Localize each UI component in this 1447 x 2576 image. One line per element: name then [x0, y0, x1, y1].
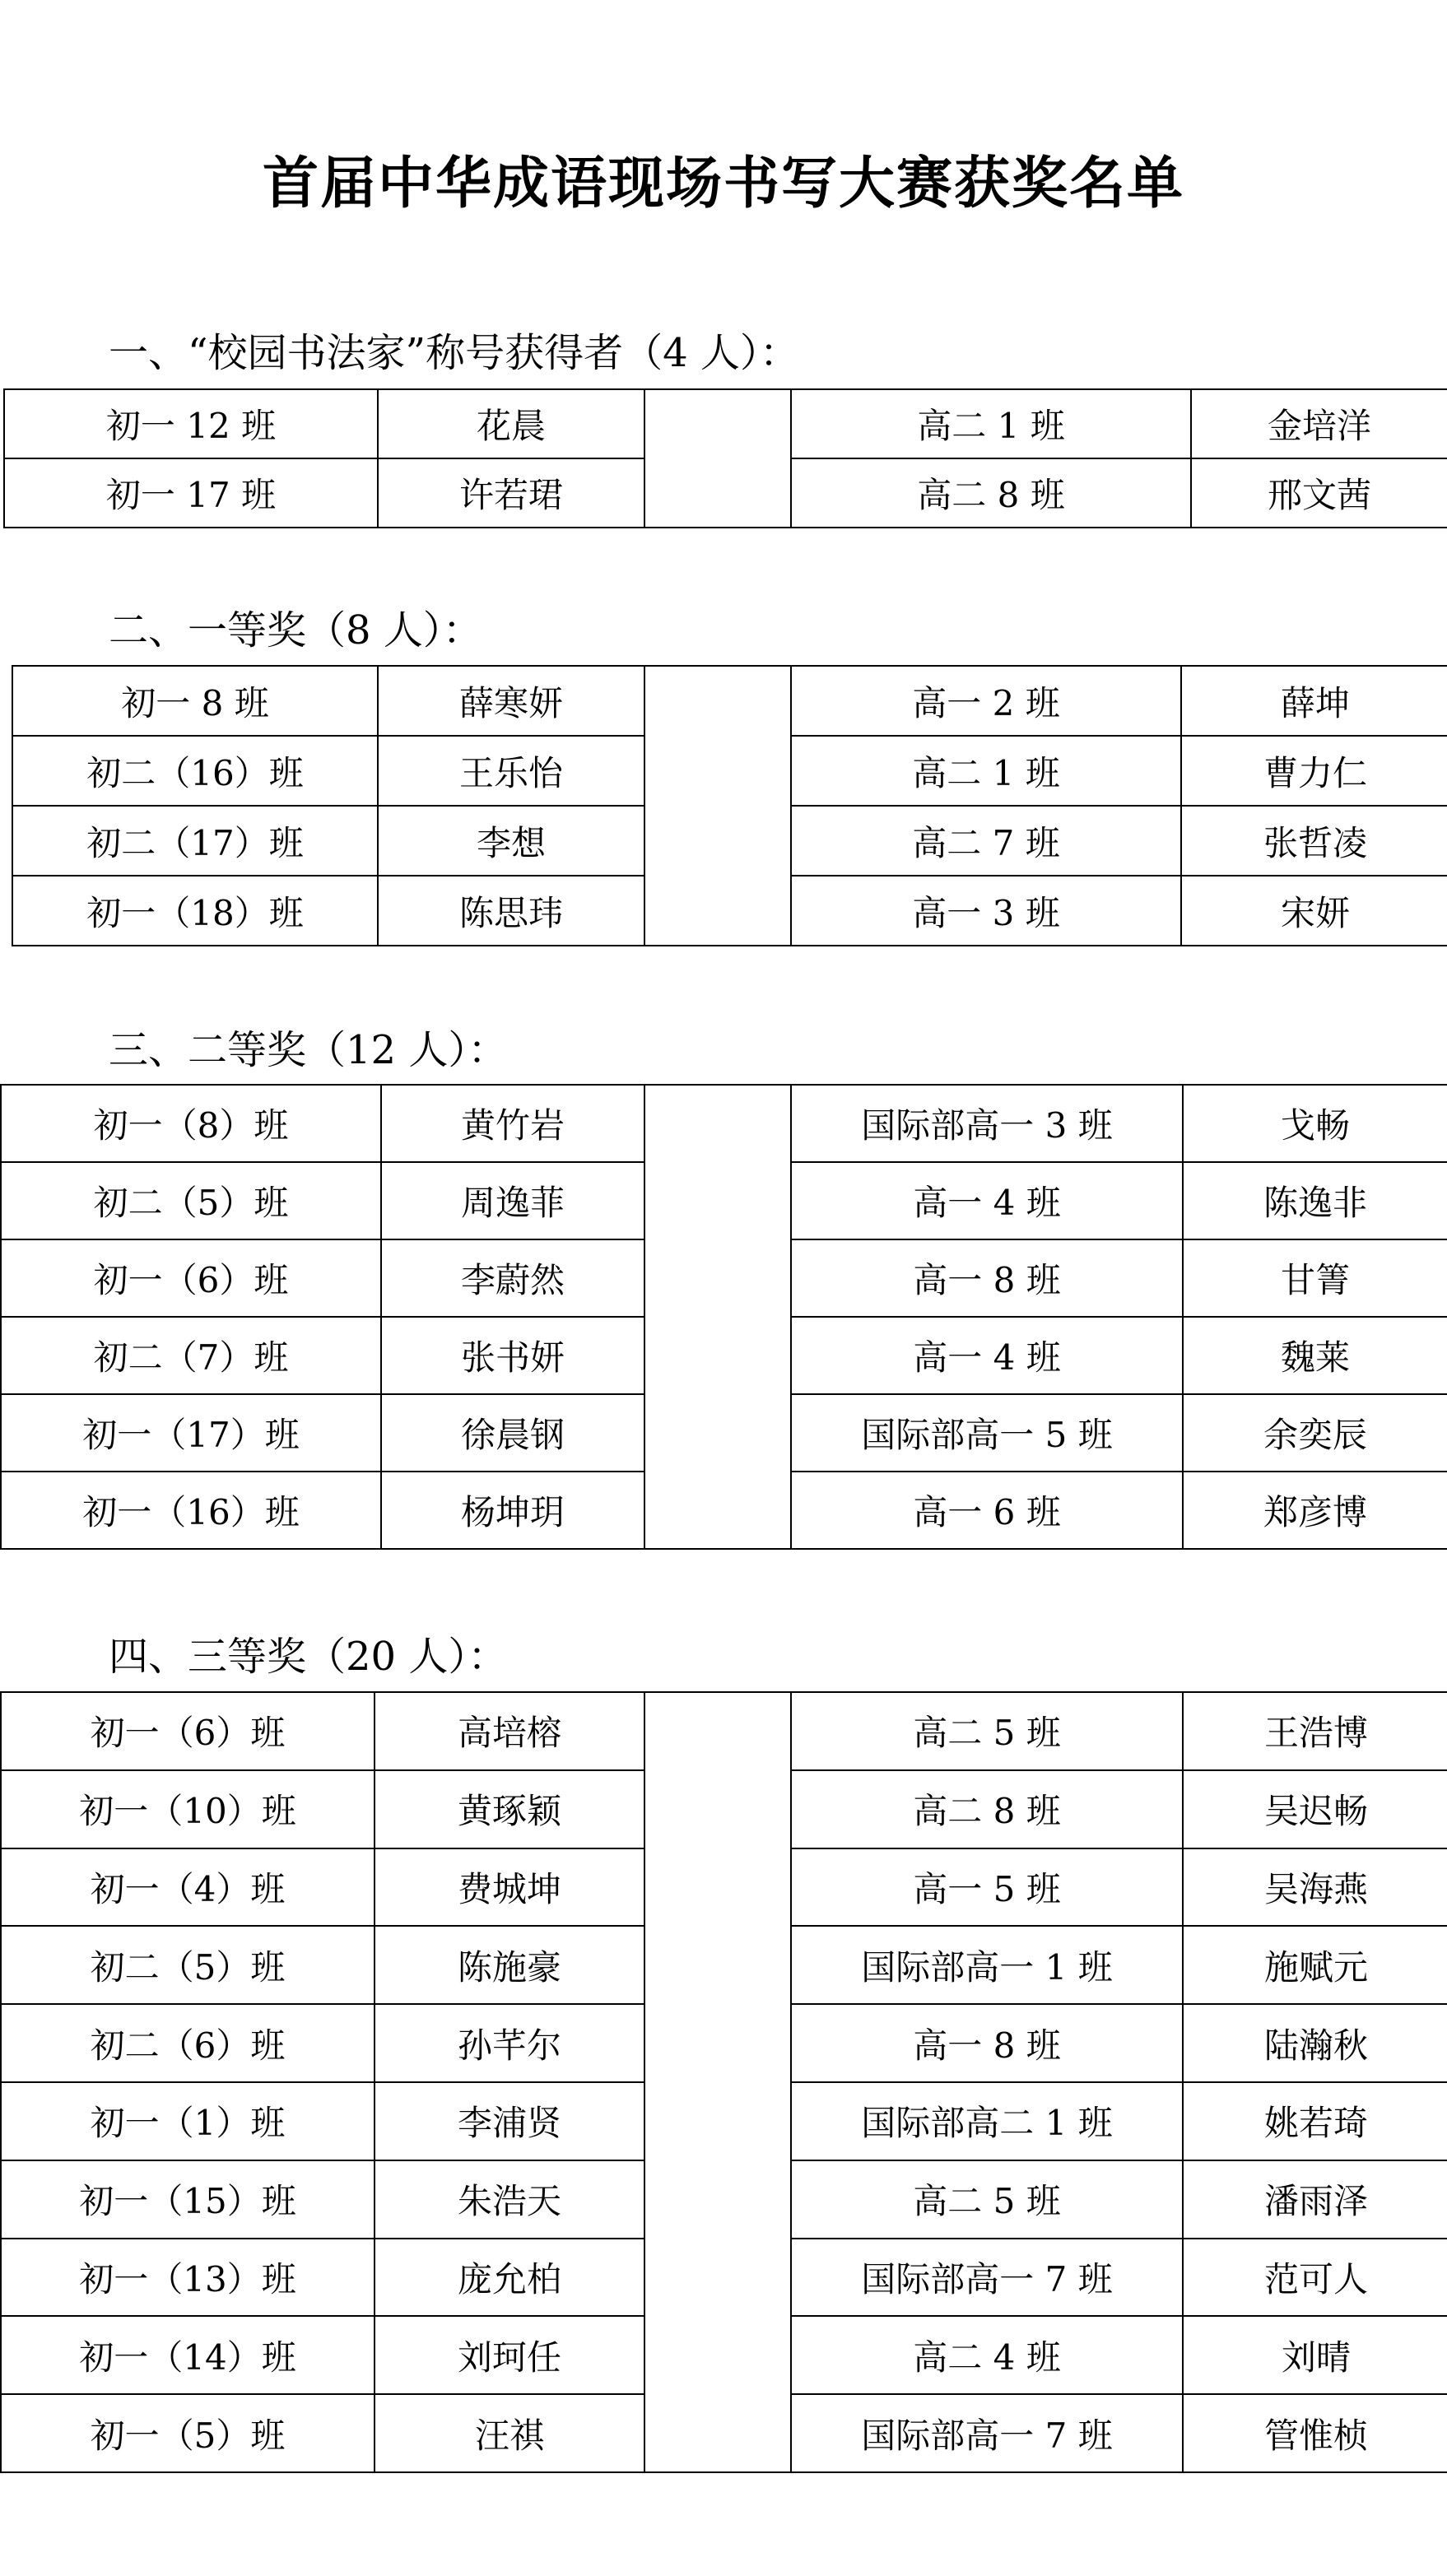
- class-cell: 初一（6）班: [1, 1692, 375, 1770]
- name-cell: 陈逸非: [1183, 1162, 1447, 1239]
- class-cell: 初一（18）班: [12, 876, 378, 946]
- name-cell: 邢文茜: [1191, 458, 1447, 528]
- name-cell: 费城坤: [375, 1848, 644, 1927]
- spacer-cell: [644, 389, 791, 528]
- name-cell: 姚若琦: [1183, 2082, 1447, 2160]
- name-cell: 花晨: [378, 389, 644, 458]
- name-cell: 张书妍: [381, 1317, 644, 1394]
- table-row: [1, 1085, 1447, 1162]
- class-cell: 高二 8 班: [791, 1770, 1183, 1848]
- table-row: [1, 1692, 1447, 1770]
- name-cell: 朱浩天: [375, 2160, 644, 2239]
- class-cell: 高一 3 班: [791, 876, 1181, 946]
- class-cell: 高一 8 班: [791, 1239, 1183, 1317]
- class-cell: 高一 8 班: [791, 2004, 1183, 2082]
- name-cell: 徐晨钢: [381, 1394, 644, 1472]
- class-cell: 初一（14）班: [1, 2316, 375, 2394]
- name-cell: 李蔚然: [381, 1239, 644, 1317]
- class-cell: 高二 5 班: [791, 2160, 1183, 2239]
- class-cell: 初一 8 班: [12, 666, 378, 736]
- name-cell: 孙芊尔: [375, 2004, 644, 2082]
- class-cell: 初一（17）班: [1, 1394, 381, 1472]
- class-cell: 高一 4 班: [791, 1317, 1183, 1394]
- name-cell: 高培榕: [375, 1692, 644, 1770]
- name-cell: 魏莱: [1183, 1317, 1447, 1394]
- name-cell: 戈畅: [1183, 1085, 1447, 1162]
- name-cell: 王浩博: [1183, 1692, 1447, 1770]
- page-title: 首届中华成语现场书写大赛获奖名单: [262, 151, 1184, 216]
- award-table: [0, 1084, 1447, 1550]
- section-heading: 四、三等奖（20 人）：: [109, 1634, 508, 1680]
- name-cell: 张哲凌: [1181, 806, 1447, 876]
- class-cell: 初一（6）班: [1, 1239, 381, 1317]
- name-cell: 黄竹岩: [381, 1085, 644, 1162]
- class-cell: 初二（5）班: [1, 1926, 375, 2004]
- award-table: [12, 665, 1447, 946]
- name-cell: 李想: [378, 806, 644, 876]
- class-cell: 高二 1 班: [791, 389, 1191, 458]
- name-cell: 汪祺: [375, 2394, 644, 2472]
- section-heading: 三、二等奖（12 人）：: [109, 1027, 508, 1073]
- name-cell: 郑彦博: [1183, 1472, 1447, 1549]
- class-cell: 国际部高二 1 班: [791, 2082, 1183, 2160]
- spacer-cell: [644, 666, 791, 946]
- class-cell: 初一（1）班: [1, 2082, 375, 2160]
- name-cell: 范可人: [1183, 2239, 1447, 2317]
- name-cell: 黄琢颖: [375, 1770, 644, 1848]
- name-cell: 余奕辰: [1183, 1394, 1447, 1472]
- class-cell: 初一（15）班: [1, 2160, 375, 2239]
- table-row: [4, 389, 1447, 458]
- class-cell: 初二（5）班: [1, 1162, 381, 1239]
- class-cell: 高一 6 班: [791, 1472, 1183, 1549]
- class-cell: 初一（8）班: [1, 1085, 381, 1162]
- name-cell: 杨坤玥: [381, 1472, 644, 1549]
- class-cell: 高一 4 班: [791, 1162, 1183, 1239]
- name-cell: 陈施豪: [375, 1926, 644, 2004]
- class-cell: 初一（13）班: [1, 2239, 375, 2317]
- name-cell: 刘晴: [1183, 2316, 1447, 2394]
- name-cell: 甘箐: [1183, 1239, 1447, 1317]
- name-cell: 宋妍: [1181, 876, 1447, 946]
- name-cell: 许若珺: [378, 458, 644, 528]
- name-cell: 曹力仁: [1181, 736, 1447, 806]
- name-cell: 吴迟畅: [1183, 1770, 1447, 1848]
- class-cell: 高二 7 班: [791, 806, 1181, 876]
- class-cell: 国际部高一 1 班: [791, 1926, 1183, 2004]
- class-cell: 初二（16）班: [12, 736, 378, 806]
- name-cell: 陆瀚秋: [1183, 2004, 1447, 2082]
- class-cell: 高一 2 班: [791, 666, 1181, 736]
- name-cell: 薛寒妍: [378, 666, 644, 736]
- name-cell: 吴海燕: [1183, 1848, 1447, 1927]
- award-table: [0, 1691, 1447, 2473]
- class-cell: 高二 5 班: [791, 1692, 1183, 1770]
- name-cell: 王乐怡: [378, 736, 644, 806]
- name-cell: 刘珂任: [375, 2316, 644, 2394]
- section-heading: 二、一等奖（8 人）：: [109, 607, 482, 653]
- class-cell: 初二（7）班: [1, 1317, 381, 1394]
- name-cell: 施赋元: [1183, 1926, 1447, 2004]
- award-table: [3, 388, 1447, 528]
- name-cell: 周逸菲: [381, 1162, 644, 1239]
- name-cell: 金培洋: [1191, 389, 1447, 458]
- class-cell: 高一 5 班: [791, 1848, 1183, 1927]
- class-cell: 高二 1 班: [791, 736, 1181, 806]
- class-cell: 初一 17 班: [4, 458, 378, 528]
- class-cell: 初一（5）班: [1, 2394, 375, 2472]
- spacer-cell: [644, 1692, 791, 2472]
- class-cell: 国际部高一 7 班: [791, 2394, 1183, 2472]
- name-cell: 潘雨泽: [1183, 2160, 1447, 2239]
- class-cell: 高二 8 班: [791, 458, 1191, 528]
- class-cell: 国际部高一 7 班: [791, 2239, 1183, 2317]
- class-cell: 国际部高一 5 班: [791, 1394, 1183, 1472]
- name-cell: 李浦贤: [375, 2082, 644, 2160]
- class-cell: 初一 12 班: [4, 389, 378, 458]
- class-cell: 初一（16）班: [1, 1472, 381, 1549]
- class-cell: 国际部高一 3 班: [791, 1085, 1183, 1162]
- name-cell: 庞允柏: [375, 2239, 644, 2317]
- name-cell: 薛坤: [1181, 666, 1447, 736]
- section-heading: 一、“校园书法家”称号获得者（4 人）：: [109, 330, 799, 376]
- class-cell: 高二 4 班: [791, 2316, 1183, 2394]
- name-cell: 管惟桢: [1183, 2394, 1447, 2472]
- class-cell: 初二（17）班: [12, 806, 378, 876]
- table-row: [12, 666, 1447, 736]
- class-cell: 初二（6）班: [1, 2004, 375, 2082]
- spacer-cell: [644, 1085, 791, 1549]
- class-cell: 初一（10）班: [1, 1770, 375, 1848]
- class-cell: 初一（4）班: [1, 1848, 375, 1927]
- name-cell: 陈思玮: [378, 876, 644, 946]
